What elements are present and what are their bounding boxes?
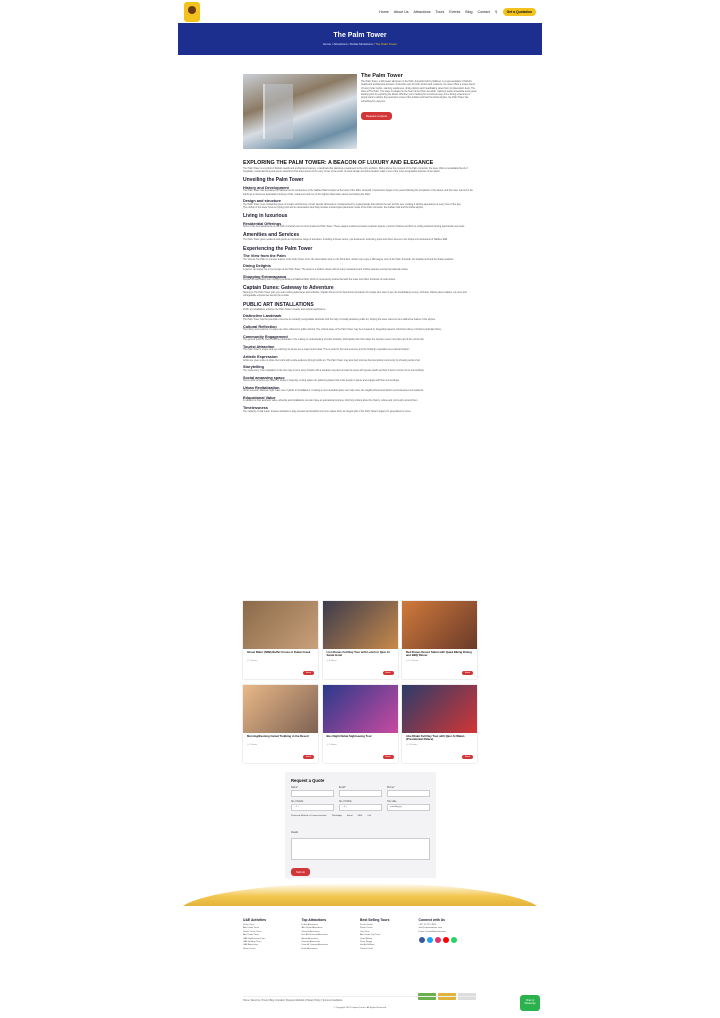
facebook-icon[interactable] — [419, 937, 425, 943]
book-button[interactable]: Book — [462, 755, 473, 759]
article-heading: Experiencing the Palm Tower — [243, 245, 313, 252]
twitter-icon[interactable] — [427, 937, 433, 943]
article-paragraph: A person can satisfy his or her hunger at the Palm Tower. The tower is a foodie's dream with its many restaurants and rooftop eateries serving international cuisine. — [243, 268, 409, 271]
footer-link[interactable]: UAE Attractions — [243, 944, 259, 947]
tour-title[interactable]: Lion Dunes Full Day Tour with Lunch in Qasr Al Sarab Hotel — [326, 650, 390, 658]
copyright: © Copyright 2024 Captain Dunes. All Rights Reserved. — [333, 1007, 387, 1009]
footer-link[interactable]: City Tours — [360, 930, 370, 933]
nav-events[interactable]: Events — [449, 9, 461, 14]
social-icons — [419, 937, 478, 943]
whatsapp-chat-button[interactable]: Chat on WhatsApp — [520, 995, 540, 1011]
footer-column — [302, 918, 361, 951]
nav-blog[interactable]: Blog — [465, 9, 473, 14]
footer-link[interactable]: Quad Biking — [360, 937, 372, 940]
details-textarea[interactable] — [291, 838, 430, 860]
intro-block — [361, 73, 477, 122]
nav-contact[interactable]: Contact — [477, 9, 490, 14]
tour-duration: ◷ 2 Hours — [247, 744, 258, 746]
footer-link[interactable]: UAE Sightseeing Tours — [243, 937, 266, 940]
footer-link[interactable]: Hatta Attractions — [301, 947, 318, 950]
name-input[interactable] — [291, 790, 334, 797]
search-icon[interactable]: ⚲ — [494, 9, 498, 14]
article-heading: Urban Revitalization — [243, 385, 280, 390]
article-paragraph: The Palm Tower was developed by Nakheel as the centrepiece of the Nakheel Mall complex at the heart of the Palm Jumeirah. Construction began in the years following the completion of the island, and the tower opened to the public as a mixed-use destination housing a hotel, residences and one of the highest observation decks overlooking the Palm. — [243, 190, 473, 196]
footer-links[interactable]: Home | About Us | Tours | Blog | Contact | Payment Methods | Privacy Policy | Terms & Conditions — [243, 996, 477, 1002]
article-paragraph: The Palm Tower is a symbol of Dubai's wealth and architectural mastery, a landmark that stands as a testament to the city's ambition. Rising above the crescent of the Palm Jumeirah, the tower offers a remarkable blend of hospitality, residential living and leisure attractions that draw visitors from every corner of the world. Its sleek design and prime location make it one of the most recognisable features of the island. — [243, 168, 468, 174]
opt-call[interactable]: Call — [367, 815, 371, 817]
footer-column — [243, 918, 302, 951]
footer-link[interactable]: Dhow Cruise — [243, 947, 256, 950]
article-heading: EXPLORING THE PALM TOWER: A BEACON OF LUXURY AND ELEGANCE — [243, 160, 434, 166]
footer-heading: Top Attractions — [301, 918, 327, 922]
article-heading: Artistic Expression — [243, 355, 278, 360]
article-heading: Storytelling — [243, 365, 264, 370]
tour-date-label: Tour date — [387, 801, 397, 803]
article-paragraph: Some public artworks are meant for sitting or lingering, turning space into gathering places that invite people to pause and engage with their surroundings. — [243, 380, 400, 383]
footer-link[interactable]: info@captaindunes.com — [418, 927, 443, 930]
nav-tours[interactable]: Tours — [435, 9, 445, 14]
footer-link[interactable]: Dubai, United Arab Emirates — [418, 930, 447, 933]
footer-link[interactable]: UAE Holiday Tours — [243, 941, 262, 944]
footer-link[interactable]: Sharjah Attractions — [301, 930, 320, 933]
nav-about[interactable]: About Us — [393, 9, 409, 14]
footer-link[interactable]: Dubai Tours — [243, 924, 255, 926]
article-heading: Shopping Extravaganza — [243, 274, 287, 279]
opt-sms[interactable]: SMS — [357, 815, 363, 817]
email-input[interactable] — [339, 790, 382, 797]
article-heading: Design and structure — [243, 199, 281, 204]
footer-link[interactable]: Umm Al Quwain Attractions — [301, 944, 329, 947]
tour-duration: ◷ 6-7 Hours — [406, 660, 419, 662]
article-paragraph: The history and customs of a place are often reflected in public artwork. The cultural value of the Palm Tower may be increased by integrating aspects of Emirati culture or Dubai's particular history. — [243, 329, 442, 332]
footer-column — [360, 918, 419, 951]
article-paragraph: The capacity of well-made, timeless artworks to stay relevant and beautiful over time makes them an integral part of the Palm Tower's legacy for generations to come. — [243, 410, 412, 413]
footer-link[interactable]: Desert Safari — [360, 924, 373, 926]
adults-label: No of Adults — [291, 801, 304, 803]
breadcrumb-current: The Palm Tower — [375, 42, 397, 46]
request-quote-form — [285, 772, 436, 878]
article-paragraph: The Palm Tower gives residents and guests an impressive range of amenities, including a fitness centre, spa treatments, swimming pools and direct access to the shops and restaurants of Nakheel Mall. — [243, 239, 448, 242]
tour-image[interactable] — [243, 601, 318, 649]
article-paragraph: The Palm Tower is an outstanding piece of modern architecture. Its tall, slender silhouette is complemented by a glass facade that reflects the sun and the sea, creating a striking appearance at every hour of the day. — [243, 203, 461, 206]
form-title: Request a Quote — [291, 778, 325, 783]
article-paragraph: The View at The Palm is a unique feature of the Palm Tower. From the observation deck on the 52nd floor, visitors can enjoy a 360-degree view of the Palm Jumeirah, the Arabian Gulf and the Dubai coastline. — [243, 258, 454, 261]
tour-card[interactable] — [243, 601, 318, 679]
tour-date-input[interactable]: mm/dd/yyyy — [387, 804, 430, 811]
article-heading: History and Development — [243, 185, 289, 190]
tour-duration: ◷ 2 Hours — [247, 660, 258, 662]
main-nav — [379, 8, 536, 16]
tour-card[interactable] — [323, 601, 398, 679]
tour-title[interactable]: Morning/Evening Camel Trekking in the Desert — [247, 734, 309, 738]
tour-title[interactable]: Abu Dhabi Full Day Tour with Qasr Al Watan (Presidential Palace) — [406, 734, 465, 742]
article-heading: The View from the Palm — [243, 254, 286, 259]
whatsapp-icon[interactable] — [451, 937, 457, 943]
footer-link[interactable]: +971 55 372 4805 — [418, 924, 437, 926]
footer-column — [419, 918, 478, 951]
children-label: No of Childs — [339, 801, 352, 803]
tour-title[interactable]: Ghost Rider (SRB) Buffet Cruise in Dubai Creek — [247, 650, 311, 654]
adults-stepper[interactable]: − 1 + — [291, 804, 334, 811]
opt-whatsapp[interactable]: WhatsApp — [331, 815, 342, 817]
phone-input[interactable] — [387, 790, 430, 797]
site-logo[interactable] — [184, 2, 200, 22]
footer-link[interactable]: Theme Parks — [360, 947, 374, 950]
intro-text: The Palm Tower, a 240-meter tall tower on the Palm Jumeirah built by Nakheel, is a representation of Dubai's wealth and architectural prowess. A favourite spot for both visitors and residents, the tower offers a unique blend of luxury hotel rooms, stunning residences, dining options and breathtaking views from its observation deck, The View at The Palm. The tower is situated in the heart of the Palm Jumeirah, making it easily accessible and a great starting point for exploring the island. Whether you're looking for a luxurious stay, a fine dining experience or simply want to admire the panoramic views of the Arabian Gulf and the Dubai skyline, the Palm Tower has something for everyone. — [361, 81, 477, 103]
article-paragraph: The Palm Tower has the potential to become an instantly recognisable landmark with the help of visually attractive public art, helping the tower stand out as a distinctive feature of the skyline. — [243, 318, 436, 321]
tour-duration: ◷ 10 Hours — [406, 744, 418, 746]
article-body — [243, 160, 477, 414]
article-paragraph: The Palm Tower's unique and eye-catching art pieces are a major tourist draw. This is great for the local economy and the building's reputation as a cultural hotspot. — [243, 349, 410, 352]
article-heading: Distinctive Landmark — [243, 314, 282, 319]
footer-heading: UAE Activities — [243, 918, 267, 922]
footer-link[interactable]: Dune Buggy — [360, 941, 373, 944]
book-button[interactable]: Book — [462, 671, 473, 675]
book-button[interactable]: Book — [303, 671, 314, 675]
article-paragraph: The visual story of an installation is the best way to tell a story. Artwork with a narrative may also provide the tower with greater depth and help it better connect to its surroundings. — [243, 369, 425, 372]
tour-duration: ◷ 3 Hours — [326, 744, 337, 746]
footer-link[interactable]: Dubai Attractions — [301, 924, 319, 926]
breadcrumb-dubai-attractions[interactable]: Dubai Attractions — [350, 42, 373, 46]
details-label: Details — [291, 832, 299, 834]
tour-image[interactable] — [402, 601, 477, 649]
breadcrumb-home[interactable]: Home — [323, 42, 332, 46]
tour-card[interactable] — [402, 601, 477, 679]
article-heading: Cultural Reflection — [243, 324, 277, 329]
contact-pref-label: Preferred Method of Communication: — [291, 815, 327, 817]
footer-link[interactable]: Dubai Cruise Tours — [243, 930, 262, 933]
article-heading: Dining Delights — [243, 264, 271, 269]
get-quotation-button[interactable]: Get a Quotation — [503, 8, 536, 16]
article-heading: Residential Offerings — [243, 221, 282, 226]
tour-card[interactable] — [323, 685, 398, 763]
footer-link[interactable]: Abu Dhabi Tours — [243, 927, 260, 930]
book-button[interactable]: Book — [383, 755, 394, 759]
page-title: The Palm Tower — [333, 32, 387, 39]
article-paragraph: Some of the best apartments on the Palm Jumeirah can be found inside the Palm Tower. These elegant residences feature spacious layouts, premium finishes and floor-to-ceiling windows framing spectacular sea views. — [243, 226, 465, 229]
palm-tower-image — [243, 74, 357, 149]
tour-image[interactable] — [402, 685, 477, 733]
tour-image[interactable] — [323, 601, 398, 649]
footer-link[interactable]: Hot Air Balloon — [360, 944, 375, 947]
article-paragraph: Public art installations enhance the Palm Tower's beauty and cultural significance. — [243, 308, 327, 311]
article-paragraph: Artists are given a site to share their work with a wide audience through public art. The Palm Tower may also help promote the local artistic community by showing works of art. — [243, 359, 421, 362]
article-heading: Tourist Attraction — [243, 344, 275, 349]
article-heading: Captain Dunes: Gateway to Adventure — [243, 285, 334, 292]
footer-link[interactable]: Ras Al Khaimah Attractions — [301, 934, 328, 937]
email-label: Email* — [339, 787, 346, 789]
breadcrumb-attractions[interactable]: Attractions — [333, 42, 348, 46]
breadcrumb: Home / Attractions / Dubai Attractions / The Palm Tower — [323, 42, 397, 46]
tour-card[interactable] — [402, 685, 477, 763]
contact-preference — [291, 815, 430, 817]
article-heading: PUBLIC ART INSTALLATIONS — [243, 301, 314, 308]
article-heading: Living in luxurious — [243, 213, 288, 220]
children-stepper[interactable]: − 0 + — [339, 804, 382, 811]
opt-email[interactable]: Email — [346, 815, 353, 817]
nav-attractions[interactable]: Attractions — [413, 9, 431, 14]
tour-cards — [243, 601, 477, 763]
article-heading: Educational Value — [243, 395, 276, 400]
article-paragraph: Urban renewal initiatives might make use of public art installations. Creating a more desirable space can help revive the neighbourhood and attract new businesses and residents. — [243, 390, 424, 393]
page-hero — [178, 23, 542, 55]
tour-duration: ◷ 8 Hours — [326, 660, 337, 662]
tour-title[interactable]: Bus Night Dubai Sightseeing Tour — [326, 734, 372, 738]
request-quote-button[interactable]: Request a Quote — [361, 112, 392, 120]
article-paragraph: In addition to their aesthetic value, artworks and installations can also have an educational purpose, informing visitors about the history, culture and community around them. — [243, 400, 419, 403]
submit-button[interactable]: Submit — [291, 868, 310, 876]
article-heading: Community Engagement — [243, 334, 288, 339]
article-heading: Timelessness — [243, 406, 268, 411]
article-paragraph: The general public is often invited to participate in the making or understanding of public artworks. Participation like this makes the structure seem more like part of the community. — [243, 339, 425, 342]
footer-heading: Connect with Us — [418, 918, 446, 922]
tour-image[interactable] — [243, 685, 318, 733]
site-header — [178, 0, 542, 23]
article-heading: Amenities and Services — [243, 232, 300, 239]
article-heading: Unveiling the Palm Tower — [243, 177, 304, 184]
book-button[interactable]: Book — [383, 671, 394, 675]
footer-heading: Best Selling Tours — [360, 918, 390, 922]
book-button[interactable]: Book — [303, 755, 314, 759]
footer-link[interactable]: Abu Dhabi Tours — [243, 934, 260, 937]
article-paragraph: The rooftop of the tower hosts an infinity pool and an observation deck that provides uninterrupted panoramic views of the Palm Jumeirah, the Arabian Gulf and the Dubai skyline. — [243, 207, 424, 210]
article-paragraph: People can also satisfy their shopping ambitions at Nakheel Mall, which is conveniently located beneath the tower and offers hundreds of retail outlets. — [243, 279, 396, 282]
article-heading: Social amassing space — [243, 375, 285, 380]
footer-link[interactable]: Dhow Cruise — [360, 927, 373, 930]
footer-link[interactable]: Abu Dhabi City Tours — [360, 934, 381, 937]
footer-link[interactable]: Abu Dhabi Attractions — [301, 927, 323, 930]
instagram-icon[interactable] — [435, 937, 441, 943]
nav-home[interactable]: Home — [379, 9, 389, 14]
article-paragraph: Staying at The Palm Tower puts you near exciting adventures and activities. Captain Dunes is the ideal travel companion for people who want to see the breathtaking scenery of Dubai, offering desert safaris, city tours and unforgettable experiences across the emirate. — [243, 292, 467, 298]
phone-label: Phone* — [387, 787, 395, 789]
footer-link[interactable]: Fujairah Attractions — [301, 941, 321, 944]
site-footer — [178, 906, 542, 1018]
intro-title: The Palm Tower — [361, 73, 403, 79]
tour-image[interactable] — [323, 685, 398, 733]
tour-card[interactable] — [243, 685, 318, 763]
tour-title[interactable]: Red Dunes Desert Safari with Quad Biking Dining and BBQ Dinner — [406, 650, 472, 658]
youtube-icon[interactable] — [443, 937, 449, 943]
name-label: Name* — [291, 787, 299, 789]
footer-link[interactable]: Ajman Attractions — [301, 937, 319, 940]
